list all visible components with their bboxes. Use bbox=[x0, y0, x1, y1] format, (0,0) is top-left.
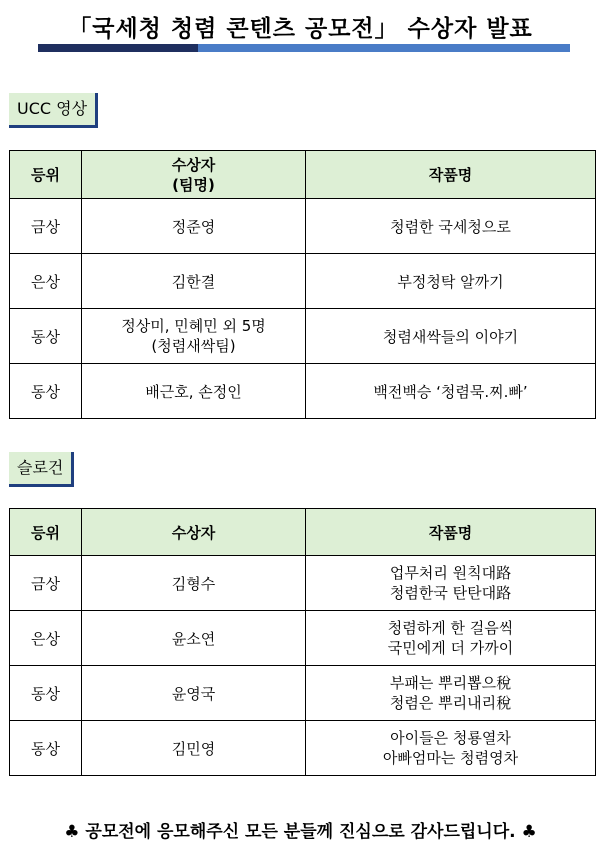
work-cell: 청렴새싹들의 이야기 bbox=[306, 309, 596, 364]
work-line1: 청렴하게 한 걸음씩 bbox=[387, 619, 514, 637]
work-cell: 백전백승 ‘청렴묵.찌.빠’ bbox=[306, 364, 596, 419]
table-header-row bbox=[10, 509, 596, 556]
winner-line1: 정상미, 민혜민 외 5명 bbox=[121, 317, 266, 335]
rank-cell: 동상 bbox=[10, 364, 82, 419]
winner-cell: 정준영 bbox=[82, 199, 306, 254]
work-line2: 청렴한국 탄탄대路 bbox=[389, 584, 512, 602]
table-row bbox=[10, 611, 596, 666]
work-line1: 업무처리 원칙대路 bbox=[389, 564, 512, 582]
header-work: 작품명 bbox=[306, 509, 596, 556]
rank-cell: 동상 bbox=[10, 309, 82, 364]
header-work: 작품명 bbox=[306, 151, 596, 199]
rank-cell: 금상 bbox=[10, 199, 82, 254]
section-label-slogan: 슬로건 bbox=[9, 452, 74, 487]
winner-cell: 배근호, 손정인 bbox=[82, 364, 306, 419]
work-line1: 아이들은 청룡열차 bbox=[390, 729, 511, 747]
winner-cell: 김민영 bbox=[82, 721, 306, 776]
page-title: 「국세청 청렴 콘텐츠 공모전」 수상자 발표 bbox=[68, 16, 533, 42]
winner-cell: 윤영국 bbox=[82, 666, 306, 721]
table-row bbox=[10, 254, 596, 309]
winner-cell: 김한결 bbox=[82, 254, 306, 309]
rank-cell: 은상 bbox=[10, 611, 82, 666]
slogan-table bbox=[9, 508, 596, 776]
work-line1: 부패는 뿌리뽑으稅 bbox=[389, 674, 512, 692]
header-winner-line1: 수상자 bbox=[171, 155, 216, 174]
table-header-row bbox=[10, 151, 596, 199]
title-underline-light bbox=[198, 44, 570, 52]
table-row bbox=[10, 666, 596, 721]
work-line2: 청렴은 뿌리내리稅 bbox=[389, 694, 512, 712]
table-row bbox=[10, 309, 596, 364]
title-underline-dark bbox=[38, 44, 198, 52]
thank-you-note: ♣ 공모전에 응모해주신 모든 분들께 진심으로 감사드립니다. ♣ bbox=[64, 822, 537, 842]
header-winner bbox=[82, 151, 306, 199]
section-label-ucc: UCC 영상 bbox=[9, 93, 98, 128]
winner-line2: (청렴새싹팀) bbox=[151, 337, 236, 355]
header-rank: 등위 bbox=[10, 509, 82, 556]
work-cell bbox=[306, 556, 596, 611]
winner-cell bbox=[82, 309, 306, 364]
work-cell: 청렴한 국세청으로 bbox=[306, 199, 596, 254]
work-cell bbox=[306, 666, 596, 721]
rank-cell: 동상 bbox=[10, 721, 82, 776]
work-cell: 부정청탁 알까기 bbox=[306, 254, 596, 309]
work-cell bbox=[306, 611, 596, 666]
table-row bbox=[10, 556, 596, 611]
work-cell bbox=[306, 721, 596, 776]
header-rank: 등위 bbox=[10, 151, 82, 199]
ucc-table bbox=[9, 150, 596, 419]
header-winner: 수상자 bbox=[82, 509, 306, 556]
winner-cell: 김형수 bbox=[82, 556, 306, 611]
title-underline bbox=[38, 44, 570, 52]
winner-cell: 윤소연 bbox=[82, 611, 306, 666]
work-line2: 아빠엄마는 청렴영차 bbox=[382, 749, 519, 767]
table-row bbox=[10, 721, 596, 776]
rank-cell: 동상 bbox=[10, 666, 82, 721]
table-row bbox=[10, 199, 596, 254]
work-line2: 국민에게 더 가까이 bbox=[387, 639, 514, 657]
rank-cell: 금상 bbox=[10, 556, 82, 611]
header-winner-line2: (팀명) bbox=[172, 175, 215, 194]
table-row bbox=[10, 364, 596, 419]
rank-cell: 은상 bbox=[10, 254, 82, 309]
